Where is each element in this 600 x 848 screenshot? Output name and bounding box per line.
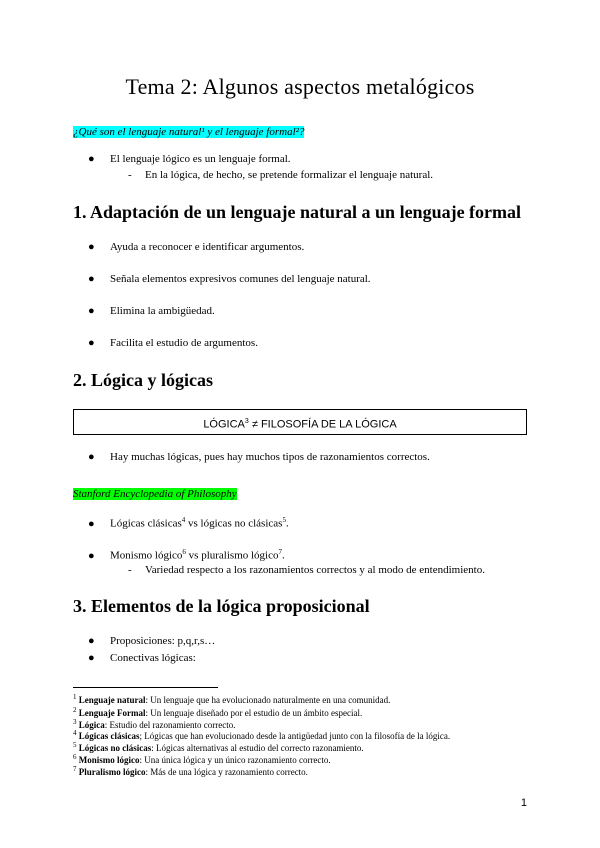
list-item-text: Lógicas clásicas (110, 517, 182, 530)
list-item-text: Ayuda a reconocer e identificar argumentos. (110, 241, 305, 253)
bullet-icon: ● (88, 549, 95, 562)
box-text-filosofia: ≠ FILOSOFÍA DE LA LÓGICA (248, 418, 397, 431)
bullet-icon: ● (88, 517, 95, 530)
footnote-separator (73, 687, 218, 688)
page-number: 1 (520, 797, 527, 809)
bullet-icon: ● (88, 153, 95, 165)
bullet-icon: ● (88, 451, 95, 463)
list-item (88, 635, 215, 647)
footnote-number: 1 (73, 693, 77, 701)
bullet-icon: ● (88, 652, 95, 664)
footnote-ref: 4 (181, 516, 186, 524)
footnote (73, 693, 390, 705)
list-item-text: Elimina la ambigüedad. (110, 305, 215, 317)
list-item (88, 241, 304, 253)
bullet-icon: ● (88, 241, 95, 253)
bullet-icon: ● (88, 635, 95, 647)
sub-list-item (128, 169, 433, 181)
footnote-number: 5 (73, 741, 77, 749)
footnote (73, 765, 308, 777)
punctuation: . (282, 549, 285, 562)
footnote-text: : Un lenguaje diseñado por el estudio de un ámbito especial. (145, 708, 363, 718)
footnote-ref: 6 (182, 548, 186, 556)
dash-icon: - (128, 169, 132, 181)
footnote-text: : Lógicas alternativas al estudio del correcto razonamiento. (151, 743, 364, 753)
sub-list-item-text: Variedad respecto a los razonamientos correctos y al modo de entendimiento. (145, 564, 485, 576)
bullet-icon: ● (88, 337, 95, 349)
footnote (73, 741, 364, 753)
footnote-number: 3 (73, 718, 77, 726)
footnote-ref: 5 (282, 516, 286, 524)
section-heading-2: 2. Lógica y lógicas (73, 370, 213, 390)
list-item (88, 548, 285, 562)
list-item-text: Conectivas lógicas: (110, 652, 196, 664)
footnote-number: 7 (73, 765, 77, 773)
list-item (88, 337, 258, 349)
footnote-term: Pluralismo lógico (78, 767, 146, 777)
footnote-text: : Más de una lógica y razonamiento correcto. (145, 767, 308, 777)
question-text: ¿Qué son el lenguaje natural¹ y el lenguaje formal²? (73, 126, 305, 138)
list-item (88, 516, 289, 530)
sub-list-item-text: En la lógica, de hecho, se pretende formalizar el lenguaje natural. (145, 169, 434, 181)
list-item (88, 451, 430, 463)
bullet-icon: ● (88, 305, 95, 317)
footnote-term: Lógicas no clásicas (78, 743, 152, 753)
footnote-ref: 7 (278, 548, 282, 556)
footnote-number: 2 (73, 706, 77, 714)
list-item-text: Facilita el estudio de argumentos. (110, 337, 258, 349)
punctuation: . (285, 517, 289, 530)
footnote-text: ; Lógicas que han evolucionado desde la antigüedad junto con la filosofía de la lógica. (139, 731, 451, 741)
bullet-icon: ● (88, 273, 95, 285)
section-heading-3: 3. Elementos de la lógica proposicional (73, 596, 370, 616)
definition-box (73, 409, 527, 435)
sub-list-item (128, 564, 485, 576)
footnote-text: : Una única lógica y un único razonamiento correcto. (139, 755, 331, 765)
list-item-text: vs lógicas no clásicas (185, 517, 283, 530)
footnote-term: Lógica (78, 720, 105, 730)
footnote-ref: 3 (244, 418, 249, 425)
box-text-logica: LÓGICA (203, 418, 245, 431)
list-item-text: Señala elementos expresivos comunes del lenguaje natural. (110, 273, 371, 285)
list-item (88, 153, 291, 165)
list-item (88, 305, 215, 317)
list-item-text: Hay muchas lógicas, pues hay muchos tipos de razonamientos correctos. (110, 451, 430, 463)
footnote-number: 6 (73, 753, 77, 761)
footnote-term: Monismo lógico (78, 755, 140, 765)
footnote-number: 4 (73, 729, 77, 737)
footnote-text: : Estudio del razonamiento correcto. (104, 720, 236, 730)
intro-question (73, 122, 304, 140)
footnote-term: Lenguaje natural (78, 695, 146, 705)
list-item (88, 273, 371, 285)
list-item-text: Proposiciones: p,q,r,s… (110, 635, 216, 647)
footnote (73, 729, 450, 741)
footnote-text: : Un lenguaje que ha evolucionado naturalmente en una comunidad. (145, 695, 391, 705)
list-item-text: El lenguaje lógico es un lenguaje formal. (110, 153, 291, 165)
footnote (73, 753, 331, 765)
footnote-term: Lenguaje Formal (78, 708, 146, 718)
list-item-text: vs pluralismo lógico (185, 549, 279, 562)
source-reference (73, 484, 237, 502)
list-item-text: Monismo lógico (110, 549, 183, 562)
section-heading-1: 1. Adaptación de un lenguaje natural a un lenguaje formal (73, 202, 522, 222)
footnote-term: Lógicas clásicas (78, 731, 140, 741)
footnote (73, 706, 362, 718)
source-text: Stanford Encyclopedia of Philosophy (73, 488, 237, 500)
list-item (88, 652, 196, 664)
dash-icon: - (128, 564, 132, 576)
page-title: Tema 2: Algunos aspectos metalógicos (125, 74, 475, 99)
